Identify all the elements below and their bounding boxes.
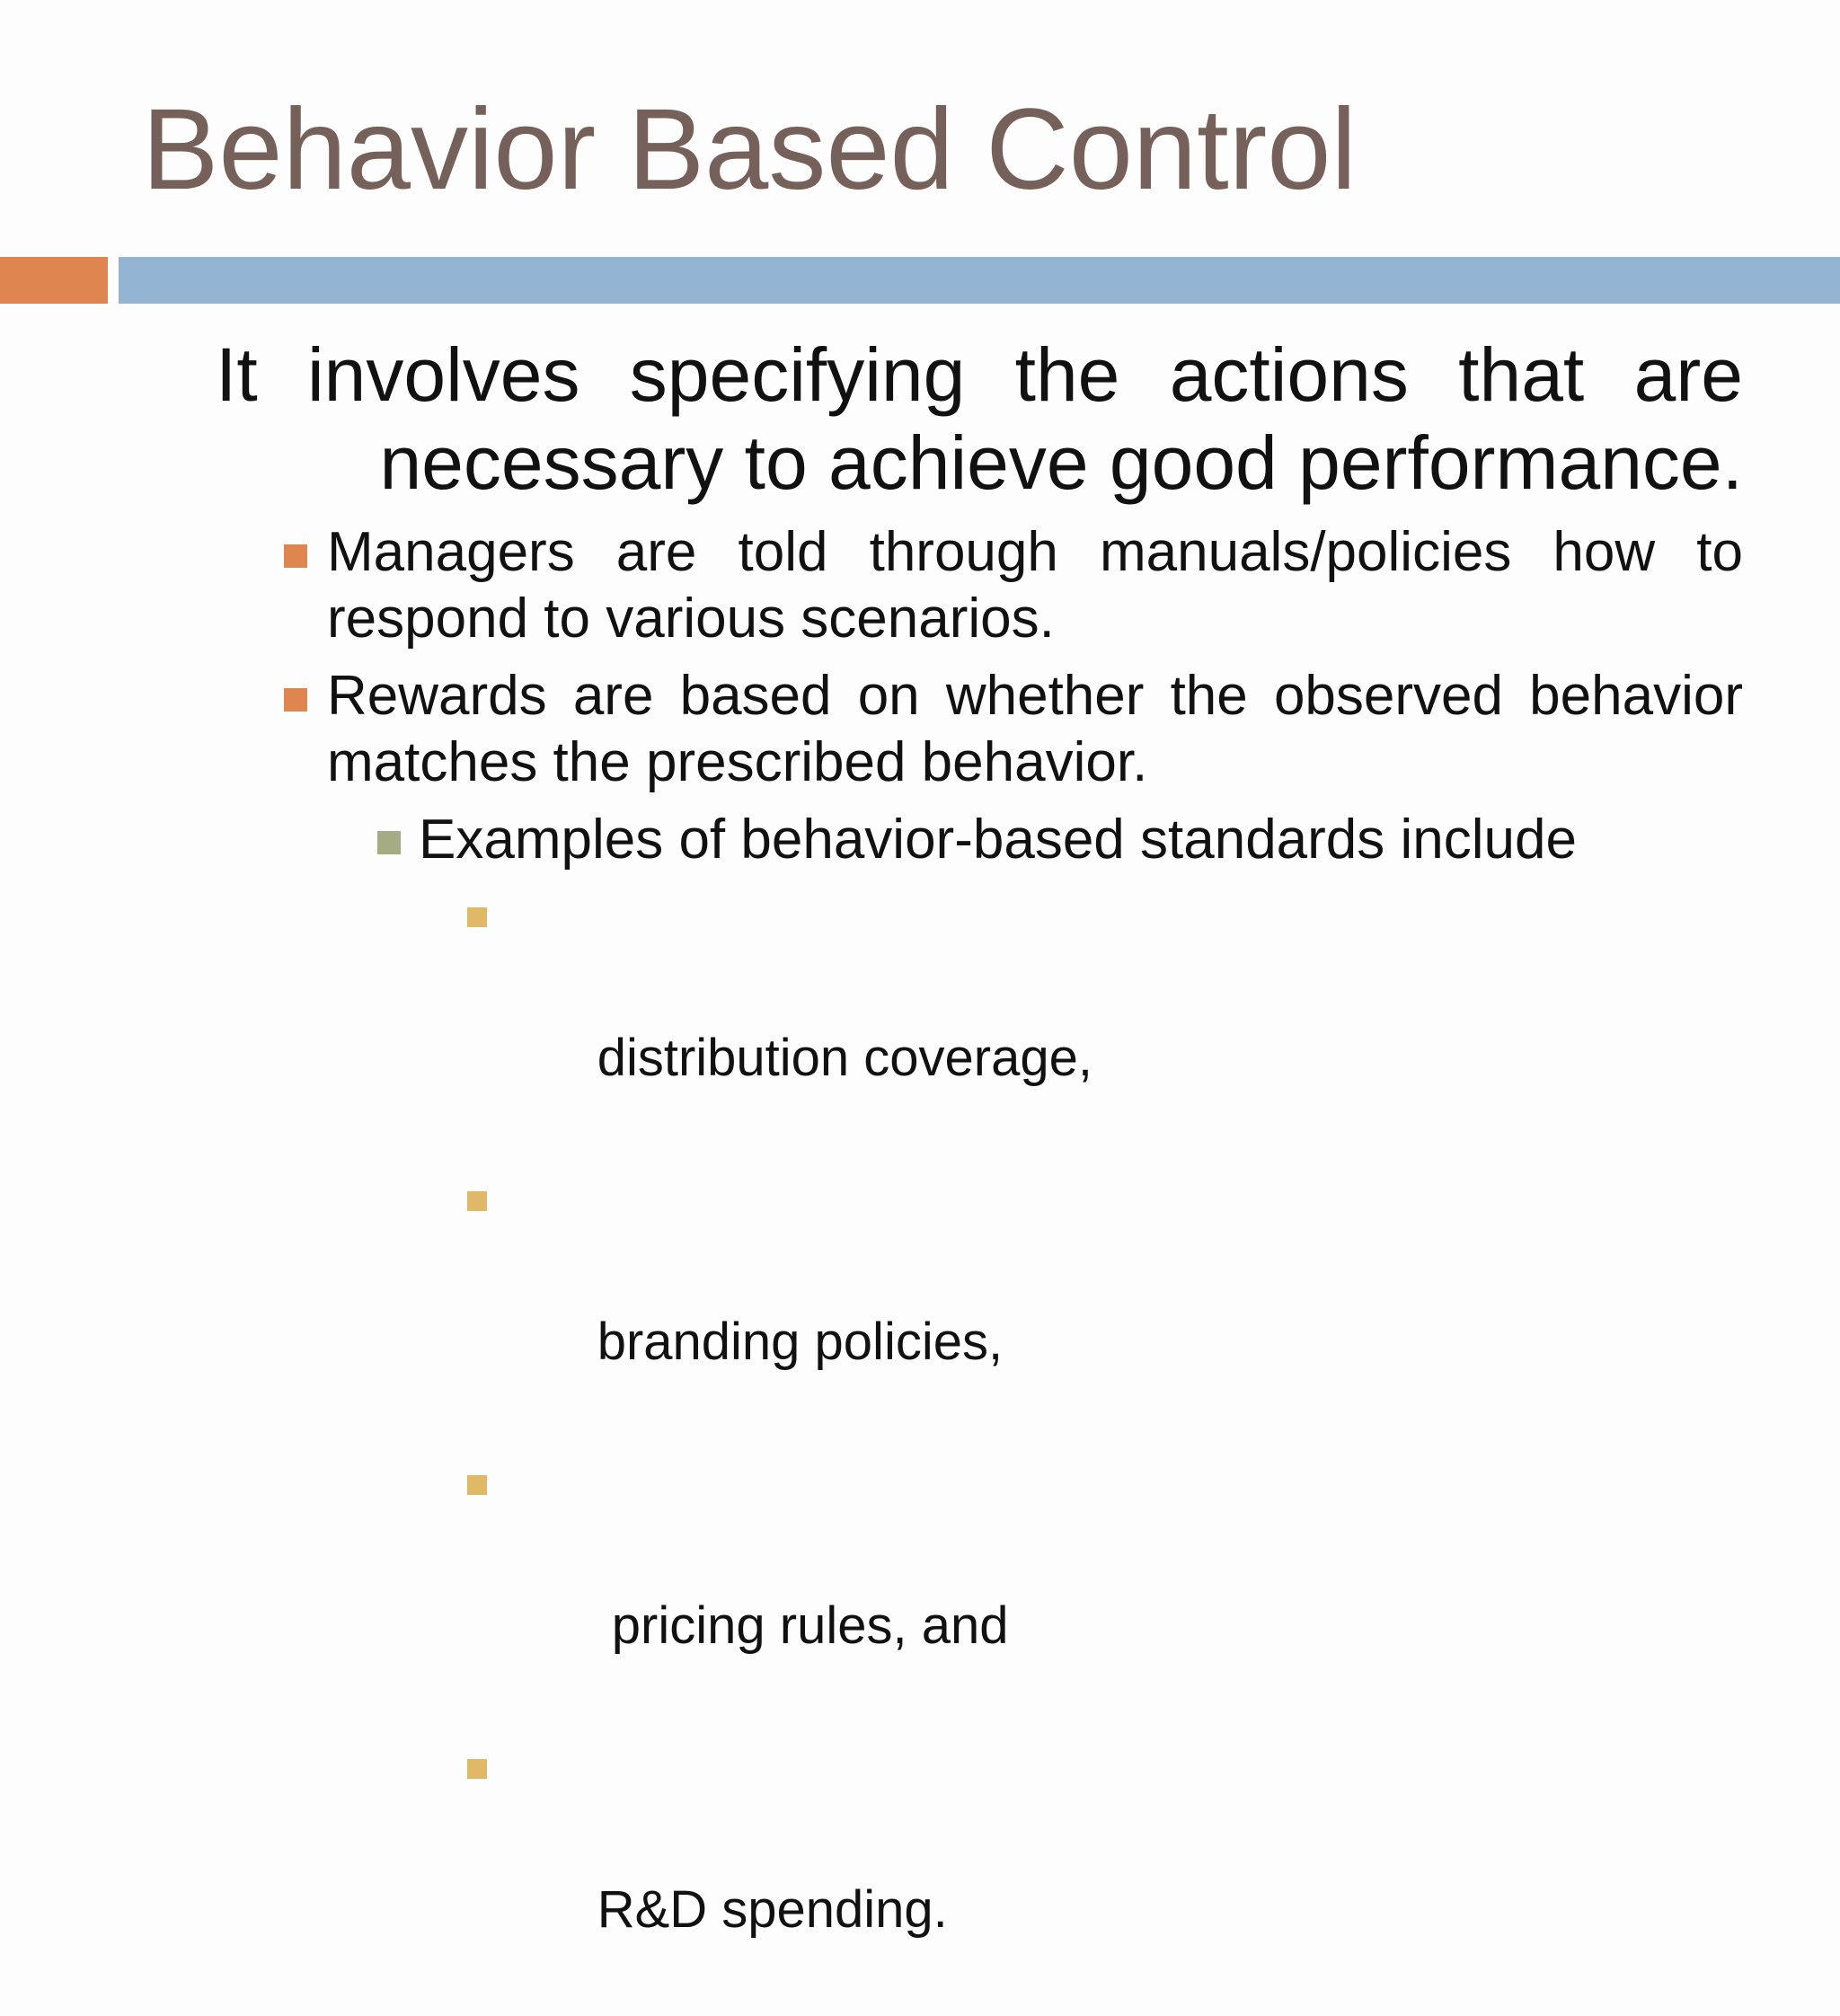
square-bullet-icon	[467, 907, 487, 927]
title-accent-bar-blue	[119, 257, 1840, 304]
list-item	[284, 663, 1743, 796]
list-item	[377, 806, 1743, 874]
list-item	[467, 1448, 1366, 1732]
list-item	[467, 1732, 1366, 2016]
bullet-list	[284, 519, 1743, 807]
slide-title: Behavior Based Control	[142, 85, 1357, 214]
sub-bullet-list	[377, 806, 1743, 874]
main-point: It involves specifying the actions that are necessary to achieve good performance.	[216, 332, 1743, 505]
list-item	[467, 1164, 1366, 1448]
examples-list	[467, 880, 1366, 2016]
example-text: branding policies,	[597, 1313, 1004, 1371]
example-text: distribution coverage,	[597, 1029, 1092, 1087]
example-text: pricing rules, and	[597, 1596, 1009, 1655]
square-bullet-icon	[467, 1191, 487, 1211]
square-bullet-icon	[467, 1759, 487, 1779]
square-bullet-icon	[284, 544, 307, 568]
title-accent-bar-orange	[0, 257, 108, 304]
bullet-text: Managers are told through manuals/policies how to respond to various scenarios.	[327, 521, 1743, 650]
square-bullet-icon	[467, 1475, 487, 1495]
list-item	[467, 880, 1366, 1164]
square-bullet-icon	[284, 688, 307, 712]
sub-bullet-text: Examples of behavior-based standards include	[419, 809, 1577, 871]
square-bullet-icon	[377, 831, 401, 854]
example-text: R&D spending.	[597, 1880, 948, 1939]
bullet-text: Rewards are based on whether the observed behavior matches the prescribed behavior.	[327, 665, 1743, 793]
list-item	[284, 519, 1743, 652]
